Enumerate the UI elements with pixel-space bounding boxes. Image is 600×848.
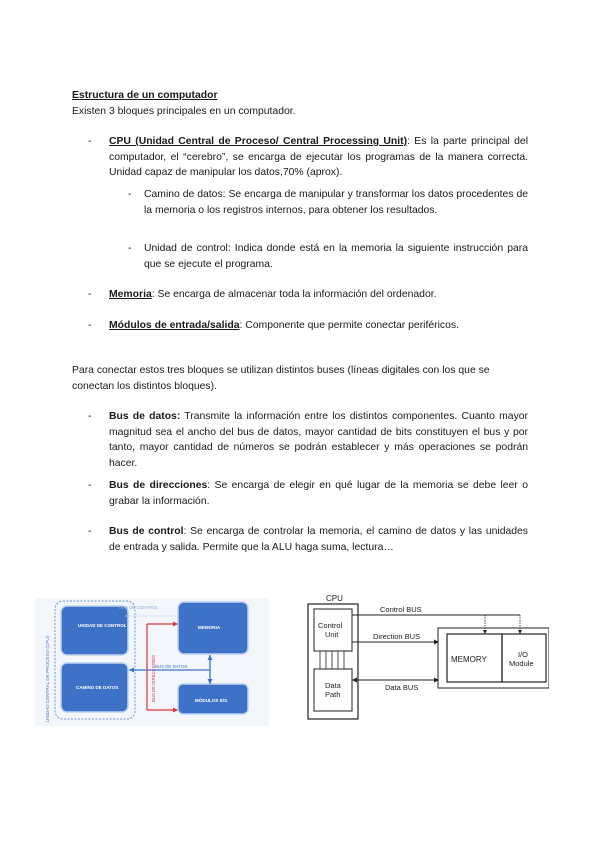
control-bus-text: : Se encarga de controlar la memoria, el camino de datos y las unidades de entrada y salida. Permite que la ALU haga suma, lectura… xyxy=(109,526,528,553)
address-bus-term: Bus de direcciones xyxy=(109,480,208,491)
data-bus-label: Data BUS xyxy=(385,683,419,692)
intro-section xyxy=(72,88,528,119)
cpu-bus-diagram-bw xyxy=(305,592,549,722)
datapath-label-1: Data xyxy=(325,681,341,690)
address-bus-text: : Se encarga de elegir en qué lugar de la memoria se debe leer o grabar la información. xyxy=(109,480,528,507)
bullet-cpu: - CPU (Unidad Central de Proceso/ Central Processing Unit): Es la parte principal del computador, el “cerebro”, se encarga de ejecutar los programas de la manera correcta. Unidad capaz de manipular los datos,70% (aprox). xyxy=(88,136,529,178)
memory-term: Memoria xyxy=(109,289,152,300)
memory-text: : Se encarga de almacenar toda la información del ordenador. xyxy=(151,289,437,300)
control-bus-label: Control BUS xyxy=(380,605,422,614)
cpu-side-label: UNIDAD CENTRAL DE PROCESO (CPU) xyxy=(45,635,50,722)
control-unit-text: Unidad de control: Indica donde está en la memoria la siguiente instrucción para que se ejecute el programa. xyxy=(144,243,528,270)
direction-bus-label: Direction BUS xyxy=(373,632,421,641)
bullet-control-bus: - Bus de control: Se encarga de controlar la memoria, el camino de datos y las unidades de entrada y salida. Permite que la ALU haga suma, lectura… xyxy=(88,526,528,553)
control-unit-box xyxy=(61,606,128,655)
data-bus-arrow-left xyxy=(352,678,357,683)
data-bus-text: Transmite la información entre los distintos componentes. Cuanto mayor magnitud sea el ancho del bus de datos, mayor cantidad de bits constituyen el bus y por tanto, mayor cantidad de números se podrán establecer y más operaciones se podrán hacer. xyxy=(109,411,528,469)
io-text: : Componente que permite conectar periféricos. xyxy=(239,320,459,331)
control-unit-label-2: Unit xyxy=(325,630,339,639)
bullet-io: - Módulos de entrada/salida: Componente que permite conectar periféricos. xyxy=(88,320,459,331)
io-label-2: Module xyxy=(509,659,534,668)
memory-label: MEMORIA xyxy=(198,625,221,630)
internal-buses xyxy=(320,651,344,669)
cpu-term: CPU (Unidad Central de Proceso/ Central Processing Unit) xyxy=(109,136,408,147)
io-term: Módulos de entrada/salida xyxy=(109,320,240,331)
control-bus-term: Bus de control xyxy=(109,526,184,537)
control-unit-label: UNIDAD DE CONTROL xyxy=(78,623,127,628)
cpu-bus-diagram-blue xyxy=(35,598,269,726)
io-label-1: I/O xyxy=(518,650,529,659)
bullet-address-bus: - Bus de direcciones: Se encarga de elegir en qué lugar de la memoria se debe leer o grabar la información. xyxy=(88,480,528,507)
data-bus-term: Bus de datos: xyxy=(109,411,181,422)
bullet-data-bus: - Bus de datos: Transmite la información entre los distintos componentes. Cuanto mayor magnitud sea el ancho del bus de datos, mayor cantidad de bits constituyen el bus y por tanto, mayor cantidad de números se podrán establecer y más operaciones se podrán hacer. xyxy=(88,411,528,469)
cpu-text: : Es la parte principal del computador, el “cerebro”, se encarga de ejecutar los programas de la manera correcta. Unidad capaz de manipular los datos,70% (aprox). xyxy=(109,136,529,178)
buses-intro: Para conectar estos tres bloques se utilizan distintos buses (líneas digitales con los que se conectan los distintos bloques). xyxy=(72,365,490,392)
doc-title: Estructura de un computador xyxy=(72,90,218,101)
data-bus-label: BUS DE DATOS xyxy=(155,664,188,669)
bullet-memory: - Memoria: Se encarga de almacenar toda la información del ordenador. xyxy=(88,289,437,300)
datapath-text: Camino de datos: Se encarga de manipular y transformar los datos procedentes de la memoria o los registros internos, para obtener los resultados. xyxy=(144,189,528,216)
control-bus-label: BUS DE CONTROL xyxy=(119,605,159,610)
address-bus-label: BUS DE DIRECCIONES xyxy=(151,654,156,702)
datapath-label: CAMINO DE DATOS xyxy=(76,685,119,690)
cpu-label: CPU xyxy=(326,594,343,603)
control-unit-label-1: Control xyxy=(318,621,343,630)
datapath-label-2: Path xyxy=(325,690,341,699)
subbullet-datapath: - Camino de datos: Se encarga de manipular y transformar los datos procedentes de la memoria o los registros internos, para obtener los resultados. xyxy=(128,189,528,216)
memory-label: MEMORY xyxy=(451,655,487,664)
subbullet-control-unit: - Unidad de control: Indica donde está en la memoria la siguiente instrucción para que se ejecute el programa. xyxy=(128,243,528,270)
intro-text: Existen 3 bloques principales en un computador. xyxy=(72,105,296,117)
io-label: MÓDULOS E/S xyxy=(195,698,228,703)
